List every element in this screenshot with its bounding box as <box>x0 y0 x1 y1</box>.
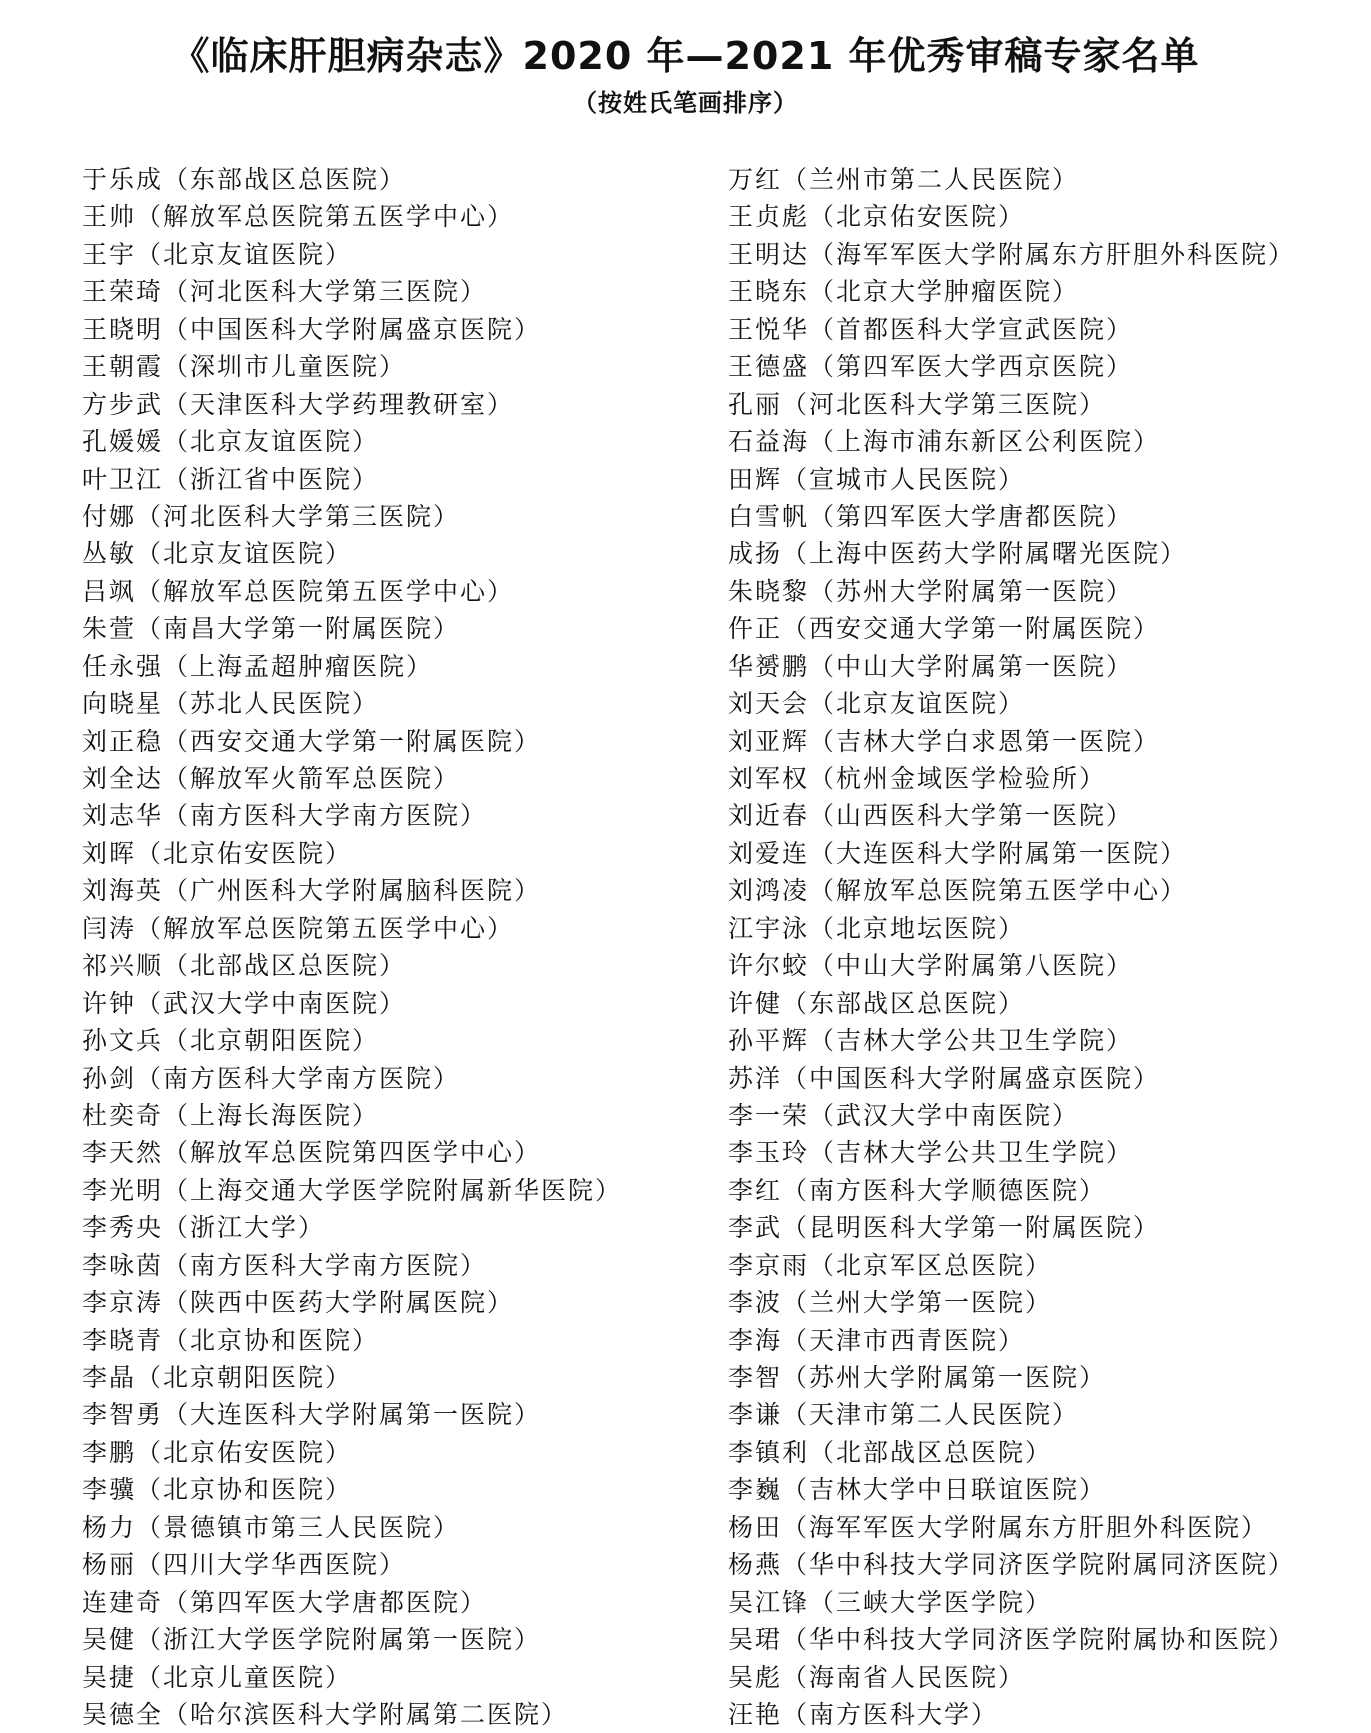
reviewer-entry: 李谦（天津市第二人民医院） <box>728 1400 1080 1430</box>
reviewer-entry: 李玉玲（吉林大学公共卫生学院） <box>728 1138 1134 1168</box>
reviewer-entry: 王晓明（中国医科大学附属盛京医院） <box>82 314 542 344</box>
reviewer-entry: 杨丽（四川大学华西医院） <box>82 1550 407 1580</box>
reviewer-entry: 李波（兰州大学第一医院） <box>728 1288 1053 1318</box>
reviewer-entry: 李鹏（北京佑安医院） <box>82 1437 353 1467</box>
reviewer-entry: 丛敏（北京友谊医院） <box>82 539 353 569</box>
reviewer-entry: 刘近春（山西医科大学第一医院） <box>728 801 1134 831</box>
reviewer-entry: 许尔蛟（中山大学附属第八医院） <box>728 951 1134 981</box>
reviewer-entry: 许健（东部战区总医院） <box>728 988 1026 1018</box>
reviewer-entry: 孙剑（南方医科大学南方医院） <box>82 1063 461 1093</box>
reviewer-entry: 王悦华（首都医科大学宣武医院） <box>728 314 1134 344</box>
reviewer-entry: 李巍（吉林大学中日联谊医院） <box>728 1475 1107 1505</box>
reviewer-entry: 李晓青（北京协和医院） <box>82 1325 380 1355</box>
reviewer-entry: 李骥（北京协和医院） <box>82 1475 353 1505</box>
reviewer-entry: 王贞彪（北京佑安医院） <box>728 202 1026 232</box>
reviewer-entry: 朱萱（南昌大学第一附属医院） <box>82 614 461 644</box>
reviewer-list-right <box>728 161 1348 1733</box>
reviewer-entry: 孙平辉（吉林大学公共卫生学院） <box>728 1026 1134 1056</box>
reviewer-entry: 王帅（解放军总医院第五医学中心） <box>82 202 515 232</box>
reviewer-entry: 刘爱连（大连医科大学附属第一医院） <box>728 838 1188 868</box>
reviewer-entry: 刘鸿凌（解放军总医院第五医学中心） <box>728 876 1188 906</box>
reviewer-entry: 于乐成（东部战区总医院） <box>82 165 407 194</box>
reviewer-entry: 苏洋（中国医科大学附属盛京医院） <box>728 1063 1161 1093</box>
reviewer-entry: 李红（南方医科大学顺德医院） <box>728 1175 1107 1205</box>
reviewer-entry: 李智勇（大连医科大学附属第一医院） <box>82 1400 542 1430</box>
reviewer-entry: 方步武（天津医科大学药理教研室） <box>82 389 515 419</box>
reviewer-entry: 孔丽（河北医科大学第三医院） <box>728 389 1107 419</box>
reviewer-entry: 李晶（北京朝阳医院） <box>82 1363 353 1392</box>
reviewer-entry: 吕飒（解放军总医院第五医学中心） <box>82 576 515 606</box>
reviewer-entry: 刘正稳（西安交通大学第一附属医院） <box>82 726 542 756</box>
reviewer-entry: 孙文兵（北京朝阳医院） <box>82 1026 380 1056</box>
reviewer-entry: 杨田（海军军医大学附属东方肝胆外科医院） <box>728 1512 1269 1542</box>
reviewer-entry: 李一荣（武汉大学中南医院） <box>728 1100 1080 1130</box>
reviewer-entry: 吴捷（北京儿童医院） <box>82 1662 353 1692</box>
reviewer-entry: 刘海英（广州医科大学附属脑科医院） <box>82 876 542 906</box>
reviewer-entry: 李海（天津市西青医院） <box>728 1325 1026 1355</box>
reviewer-entry: 闫涛（解放军总医院第五医学中心） <box>82 913 515 943</box>
reviewer-entry: 李天然（解放军总医院第四医学中心） <box>82 1138 542 1168</box>
reviewer-entry: 刘天会（北京友谊医院） <box>728 689 1026 719</box>
reviewer-entry: 任永强（上海孟超肿瘤医院） <box>82 651 434 681</box>
reviewer-list-left <box>82 161 692 1733</box>
reviewer-entry: 吴健（浙江大学医学院附属第一医院） <box>82 1625 542 1655</box>
reviewer-entry: 王荣琦（河北医科大学第三医院） <box>82 277 488 307</box>
reviewer-entry: 成扬（上海中医药大学附属曙光医院） <box>728 539 1188 569</box>
reviewer-entry: 李京涛（陕西中医药大学附属医院） <box>82 1288 515 1318</box>
reviewer-entry: 万红（兰州市第二人民医院） <box>728 165 1080 194</box>
reviewer-entry: 朱晓黎（苏州大学附属第一医院） <box>728 576 1134 606</box>
reviewer-entry: 杨力（景德镇市第三人民医院） <box>82 1512 461 1542</box>
reviewer-entry: 李秀央（浙江大学） <box>82 1213 326 1243</box>
reviewer-entry: 孔媛媛（北京友谊医院） <box>82 427 380 457</box>
reviewer-entry: 叶卫江（浙江省中医院） <box>82 464 380 494</box>
reviewer-entry: 祁兴顺（北部战区总医院） <box>82 951 407 981</box>
reviewer-entry: 刘志华（南方医科大学南方医院） <box>82 801 488 831</box>
reviewer-entry: 吴江锋（三峡大学医学院） <box>728 1587 1053 1617</box>
reviewer-entry: 王德盛（第四军医大学西京医院） <box>728 352 1134 382</box>
reviewer-entry: 仵正（西安交通大学第一附属医院） <box>728 614 1161 644</box>
page-title: 《临床肝胆病杂志》2020 年—2021 年优秀审稿专家名单 <box>171 34 1200 78</box>
reviewer-entry: 吴彪（海南省人民医院） <box>728 1662 1026 1692</box>
reviewer-entry: 李咏茵（南方医科大学南方医院） <box>82 1250 488 1280</box>
reviewer-entry: 李镇利（北部战区总医院） <box>728 1437 1053 1467</box>
reviewer-entry: 刘军权（杭州金域医学检验所） <box>728 764 1107 793</box>
reviewer-entry: 王明达（海军军医大学附属东方肝胆外科医院） <box>728 239 1296 269</box>
reviewer-entry: 刘晖（北京佑安医院） <box>82 838 353 868</box>
reviewer-entry: 王晓东（北京大学肿瘤医院） <box>728 277 1080 307</box>
reviewer-entry: 李京雨（北京军区总医院） <box>728 1250 1053 1280</box>
reviewer-entry: 李智（苏州大学附属第一医院） <box>728 1363 1107 1392</box>
reviewer-entry: 石益海（上海市浦东新区公利医院） <box>728 427 1161 457</box>
reviewer-entry: 李武（昆明医科大学第一附属医院） <box>728 1213 1161 1243</box>
reviewer-entry: 田辉（宣城市人民医院） <box>728 464 1026 494</box>
reviewer-entry: 向晓星（苏北人民医院） <box>82 689 380 719</box>
reviewer-entry: 白雪帆（第四军医大学唐都医院） <box>728 501 1134 531</box>
reviewer-entry: 吴德全（哈尔滨医科大学附属第二医院） <box>82 1699 569 1729</box>
reviewer-entry: 刘全达（解放军火箭军总医院） <box>82 764 461 793</box>
reviewer-entry: 刘亚辉（吉林大学白求恩第一医院） <box>728 726 1161 756</box>
reviewer-entry: 连建奇（第四军医大学唐都医院） <box>82 1587 488 1617</box>
page-subtitle: （按姓氏笔画排序） <box>573 89 798 117</box>
reviewer-entry: 吴珺（华中科技大学同济医学院附属协和医院） <box>728 1625 1296 1655</box>
reviewer-entry: 华赟鹏（中山大学附属第一医院） <box>728 651 1134 681</box>
reviewer-entry: 许钟（武汉大学中南医院） <box>82 988 407 1018</box>
reviewer-entry: 杜奕奇（上海长海医院） <box>82 1100 380 1130</box>
reviewer-entry: 江宇泳（北京地坛医院） <box>728 913 1026 943</box>
reviewer-entry: 杨燕（华中科技大学同济医学院附属同济医院） <box>728 1550 1296 1580</box>
reviewer-entry: 王宇（北京友谊医院） <box>82 239 353 269</box>
reviewer-entry: 李光明（上海交通大学医学院附属新华医院） <box>82 1175 623 1205</box>
reviewer-entry: 汪艳（南方医科大学） <box>728 1699 999 1729</box>
reviewer-entry: 王朝霞（深圳市儿童医院） <box>82 352 407 382</box>
reviewer-entry: 付娜（河北医科大学第三医院） <box>82 501 461 531</box>
